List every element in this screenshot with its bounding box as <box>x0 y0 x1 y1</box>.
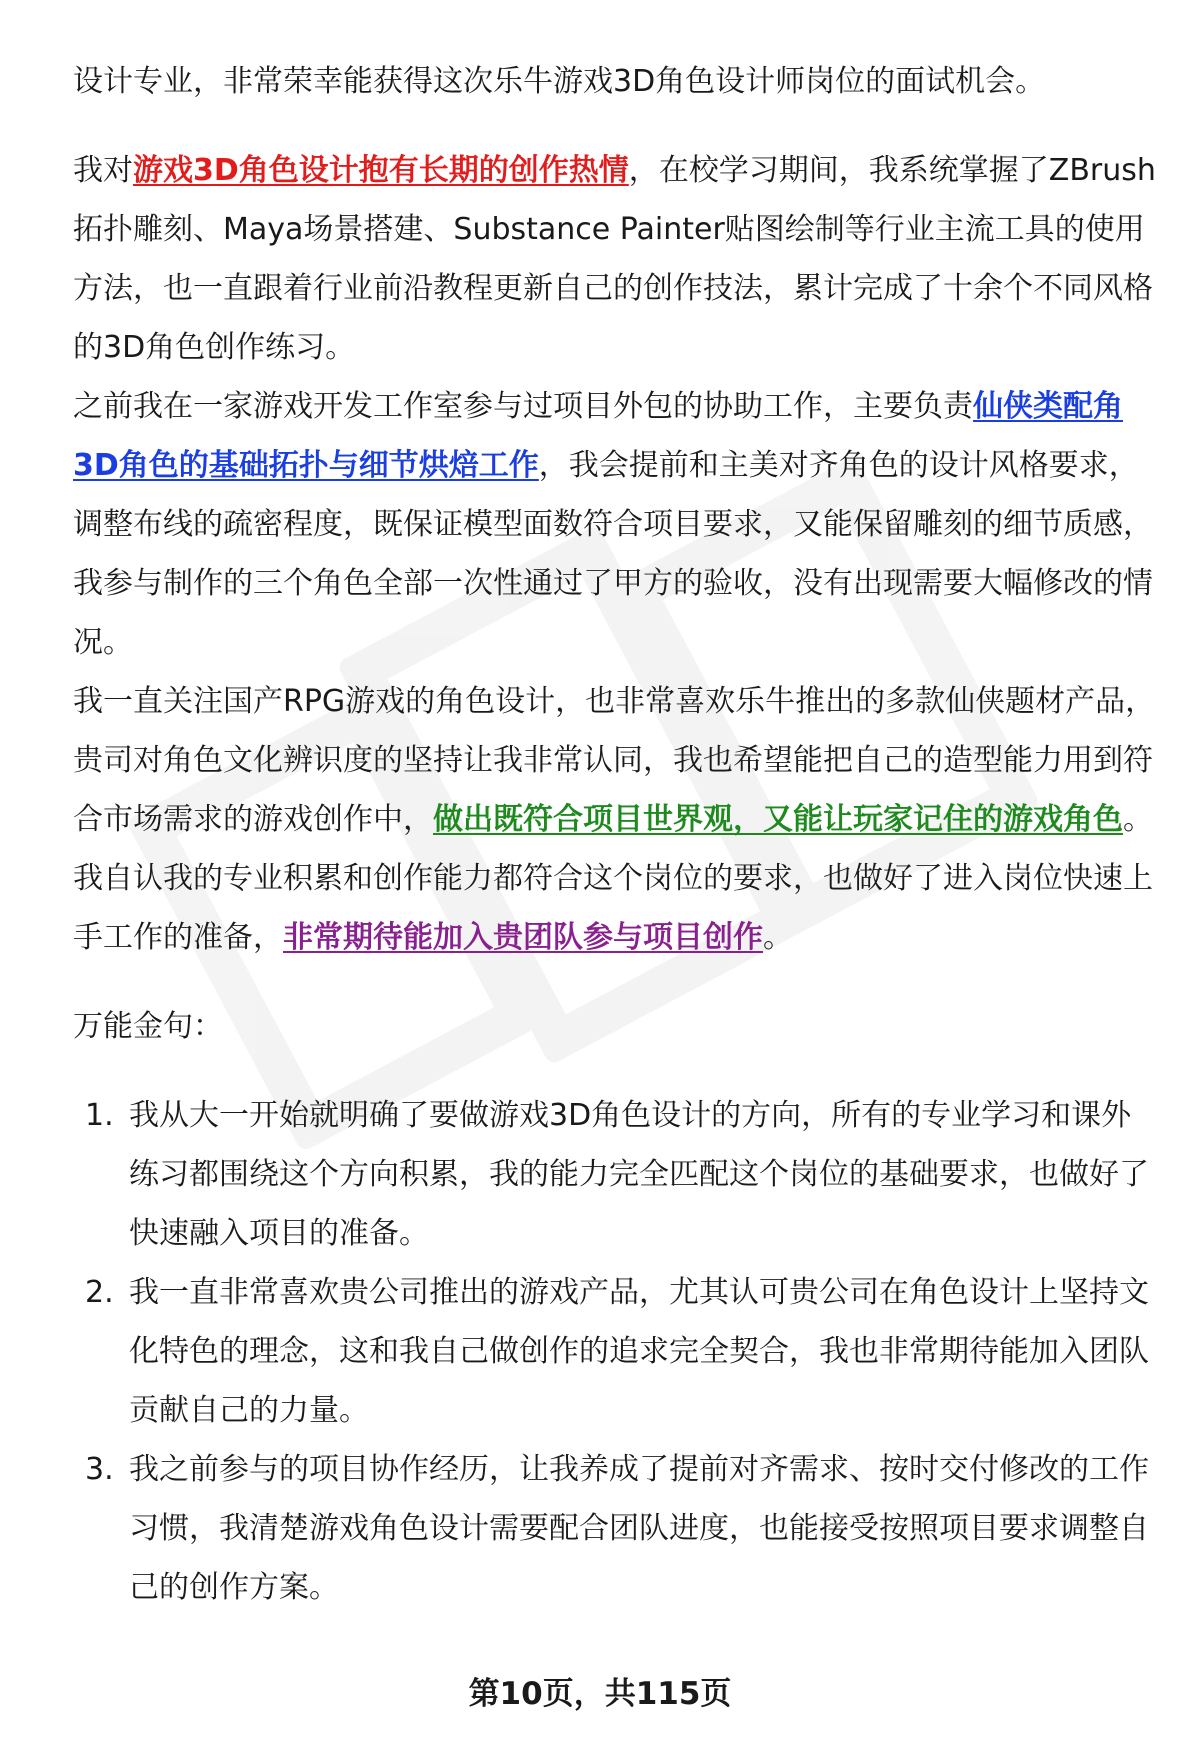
highlight-blue: 仙侠类配角3D角色的基础拓扑与细节烘焙工作 <box>73 389 1123 483</box>
highlight-purple: 非常期待能加入贵团队参与项目创作 <box>283 920 763 955</box>
paragraph-motivation <box>73 672 1158 849</box>
paragraph-text: 我一直关注国产RPG游戏的角色设计，也非常喜欢乐牛推出的多款仙侠题材产品，贵司对角色文化辨识度的坚持让我非常认同，我也希望能把自己的造型能力用到符合市场需求的游戏创作中， <box>73 684 1156 837</box>
paragraph-text: 我自认我的专业积累和创作能力都符合这个岗位的要求，也做好了进入岗位快速上手工作的准备， <box>73 861 1153 955</box>
list-item-number: 2. <box>85 1275 114 1310</box>
paragraph-text: 我对 <box>73 153 133 188</box>
page-number-footer: 第10页，共115页 <box>468 1676 732 1712</box>
golden-sentences-list <box>73 1086 1158 1617</box>
golden-sentences-heading: 万能金句： <box>73 1009 223 1044</box>
highlight-red: 游戏3D角色设计抱有长期的创作热情 <box>133 153 629 188</box>
list-item-number: 1. <box>85 1098 114 1133</box>
paragraph-text: 之前我在一家游戏开发工作室参与过项目外包的协助工作，主要负责 <box>73 389 973 424</box>
list-item <box>73 1440 1158 1617</box>
list-item <box>73 1086 1158 1263</box>
paragraph-experience <box>73 377 1158 672</box>
paragraph-text: ，在校学习期间，我系统掌握了ZBrush拓扑雕刻、Maya场景搭建、Substance Painter贴图绘制等行业主流工具的使用方法，也一直跟着行业前沿教程更新自己的创作技法，累计完成了十余个不同风格的3D角色创作练习。 <box>73 153 1156 365</box>
list-item-text: 我一直非常喜欢贵公司推出的游戏产品，尤其认可贵公司在角色设计上坚持文化特色的理念，这和我自己做创作的追求完全契合，我也非常期待能加入团队贡献自己的力量。 <box>129 1275 1149 1428</box>
highlight-green: 做出既符合项目世界观，又能让玩家记住的游戏角色 <box>433 802 1123 837</box>
list-item <box>73 1263 1158 1440</box>
list-item-number: 3. <box>85 1452 114 1487</box>
document-body <box>73 52 1158 1617</box>
paragraph-text: ，我会提前和主美对齐角色的设计风格要求，调整布线的疏密程度，既保证模型面数符合项目要求，又能保留雕刻的细节质感，我参与制作的三个角色全部一次性通过了甲方的验收，没有出现需要大幅修改的情况。 <box>73 448 1153 660</box>
list-item-text: 我之前参与的项目协作经历，让我养成了提前对齐需求、按时交付修改的工作习惯，我清楚游戏角色设计需要配合团队进度，也能接受按照项目要求调整自己的创作方案。 <box>129 1452 1149 1605</box>
paragraph-text: 。 <box>1123 802 1153 837</box>
paragraph-closing <box>73 849 1158 967</box>
intro-line: 设计专业，非常荣幸能获得这次乐牛游戏3D角色设计师岗位的面试机会。 <box>73 64 1046 99</box>
paragraph-passion <box>73 141 1158 377</box>
paragraph-text: 。 <box>763 920 793 955</box>
list-item-text: 我从大一开始就明确了要做游戏3D角色设计的方向，所有的专业学习和课外练习都围绕这个方向积累，我的能力完全匹配这个岗位的基础要求，也做好了快速融入项目的准备。 <box>129 1098 1149 1251</box>
